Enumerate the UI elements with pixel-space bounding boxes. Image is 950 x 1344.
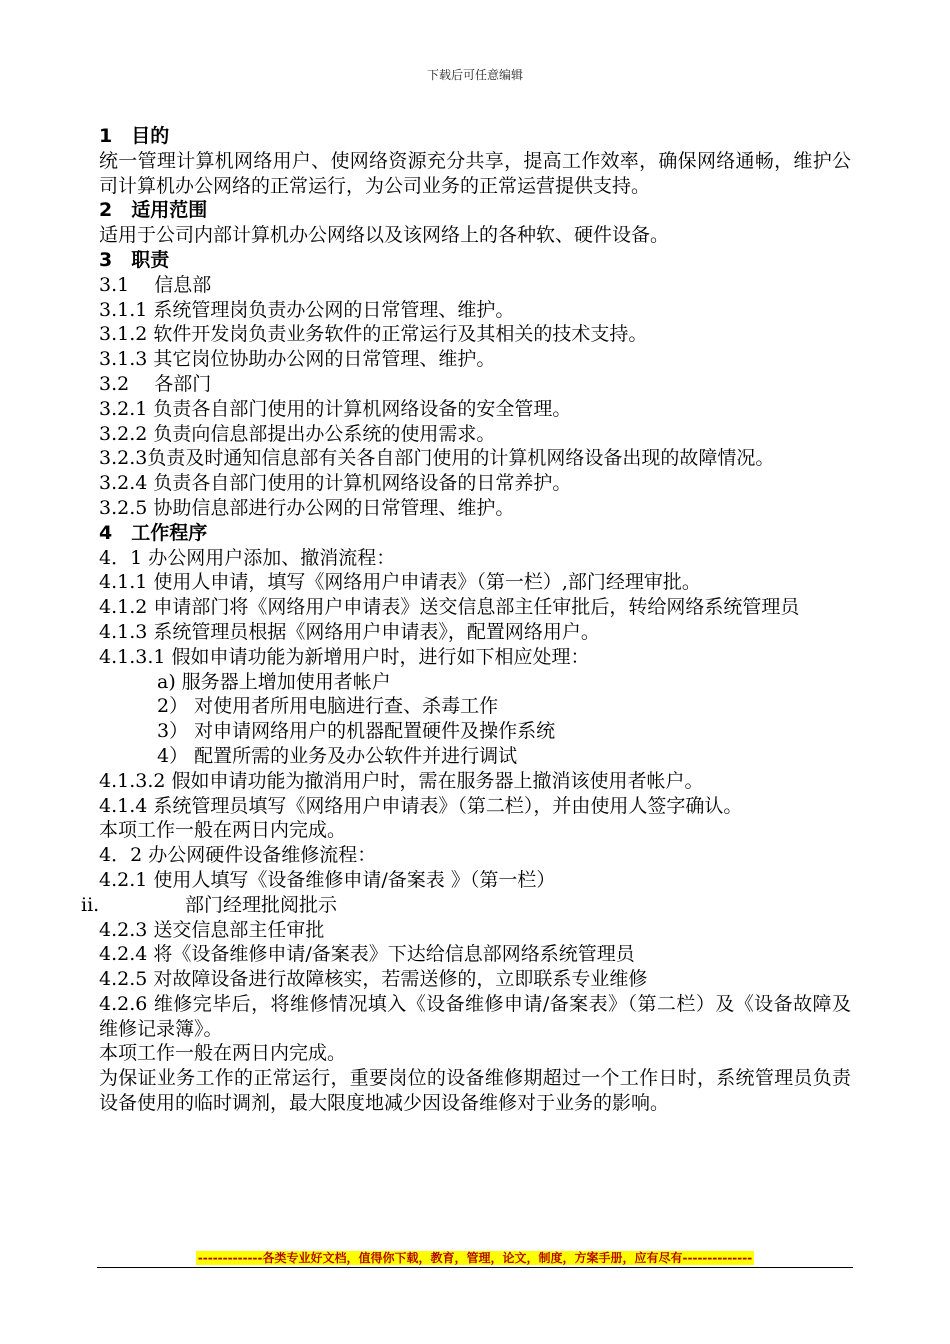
- text-line: 3.2.5 协助信息部进行办公网的日常管理、维护。: [99, 496, 515, 519]
- section-heading: 3 职责: [99, 248, 170, 271]
- list-marker: ii.: [81, 893, 100, 916]
- footer-banner: -------------各类专业好文档，值得你下载，教育，管理，论文，制度，方案手册，应有尽有--------------: [197, 1251, 753, 1265]
- page-header: 下载后可任意编辑: [426, 68, 523, 82]
- text-line: 3.1.2 软件开发岗负责业务软件的正常运行及其相关的技术支持。: [99, 323, 648, 346]
- text-line: 为保证业务工作的正常运行，重要岗位的设备维修期超过一个工作日时，系统管理员负责设备使用的临时调剂，最大限度地减少因设备维修对于业务的影响。: [99, 1067, 851, 1115]
- section-heading: 4 工作程序: [99, 521, 208, 544]
- text-line: 3.2.4 负责各自部门使用的计算机网络设备的日常养护。: [99, 472, 572, 495]
- text-line: 4） 配置所需的业务及办公软件并进行调试: [157, 744, 518, 767]
- text-line: 4.2.5 对故障设备进行故障核实，若需送修的，立即联系专业维修: [99, 968, 648, 991]
- text-line: 适用于公司内部计算机办公网络以及该网络上的各种软、硬件设备。: [99, 224, 670, 247]
- footer-rule: [97, 1267, 853, 1268]
- document-body: [81, 124, 851, 1116]
- text-line: 3.2.3负责及时通知信息部有关各自部门使用的计算机网络设备出现的故障情况。: [99, 447, 775, 470]
- text-line: 本项工作一般在两日内完成。: [99, 819, 347, 842]
- text-line: 3.2.2 负责向信息部提出办公系统的使用需求。: [99, 422, 496, 445]
- text-line: a) 服务器上增加使用者帐户: [157, 670, 391, 693]
- text-line: [81, 893, 851, 918]
- text-line: 4.2.1 使用人填写《设备维修申请/备案表 》（第一栏）: [99, 868, 556, 891]
- text-line: 4.1.4 系统管理员填写《网络用户申请表》（第二栏），并由使用人签字确认。: [99, 794, 743, 817]
- text-line: 2） 对使用者所用电脑进行查、杀毒工作: [157, 695, 499, 718]
- text-line: 4．1 办公网用户添加、撤消流程：: [99, 546, 396, 569]
- text-line: 4.1.3.1 假如申请功能为新增用户时，进行如下相应处理：: [99, 645, 590, 668]
- section-heading: 2 适用范围: [99, 199, 208, 222]
- text-line: 4．2 办公网硬件设备维修流程：: [99, 844, 377, 867]
- page-footer: [0, 1247, 950, 1266]
- text-line: 本项工作一般在两日内完成。: [99, 1042, 347, 1065]
- list-text: 部门经理批阅批示: [185, 893, 338, 916]
- text-line: 4.1.3 系统管理员根据《网络用户申请表》，配置网络用户。: [99, 620, 600, 643]
- text-line: 4.2.3 送交信息部主任审批: [99, 918, 325, 941]
- text-line: 4.2.6 维修完毕后，将维修情况填入《设备维修申请/备案表》（第二栏）及《设备故障及维修记录簿》。: [99, 992, 851, 1040]
- text-line: 3.2 各部门: [99, 372, 212, 395]
- text-line: 3.1.1 系统管理岗负责办公网的日常管理、维护。: [99, 298, 515, 321]
- section-heading: 1 目的: [99, 125, 170, 147]
- text-line: 4.1.2 申请部门将《网络用户申请表》送交信息部主任审批后，转给网络系统管理员: [99, 596, 800, 619]
- text-line: 3.1 信息部: [99, 273, 212, 296]
- text-line: 4.1.3.2 假如申请功能为撤消用户时，需在服务器上撤消该使用者帐户。: [99, 769, 704, 792]
- text-line: 3.2.1 负责各自部门使用的计算机网络设备的安全管理。: [99, 397, 572, 420]
- text-line: 3） 对申请网络用户的机器配置硬件及操作系统: [157, 720, 556, 743]
- text-line: 3.1.3 其它岗位协助办公网的日常管理、维护。: [99, 348, 496, 371]
- text-line: 4.1.1 使用人申请，填写《网络用户申请表》（第一栏）,部门经理审批。: [99, 571, 701, 594]
- text-line: 统一管理计算机网络用户、使网络资源充分共享，提高工作效率，确保网络通畅，维护公司计算机办公网络的正常运行，为公司业务的正常运营提供支持。: [99, 149, 851, 197]
- text-line: 4.2.4 将《设备维修申请/备案表》下达给信息部网络系统管理员: [99, 943, 635, 966]
